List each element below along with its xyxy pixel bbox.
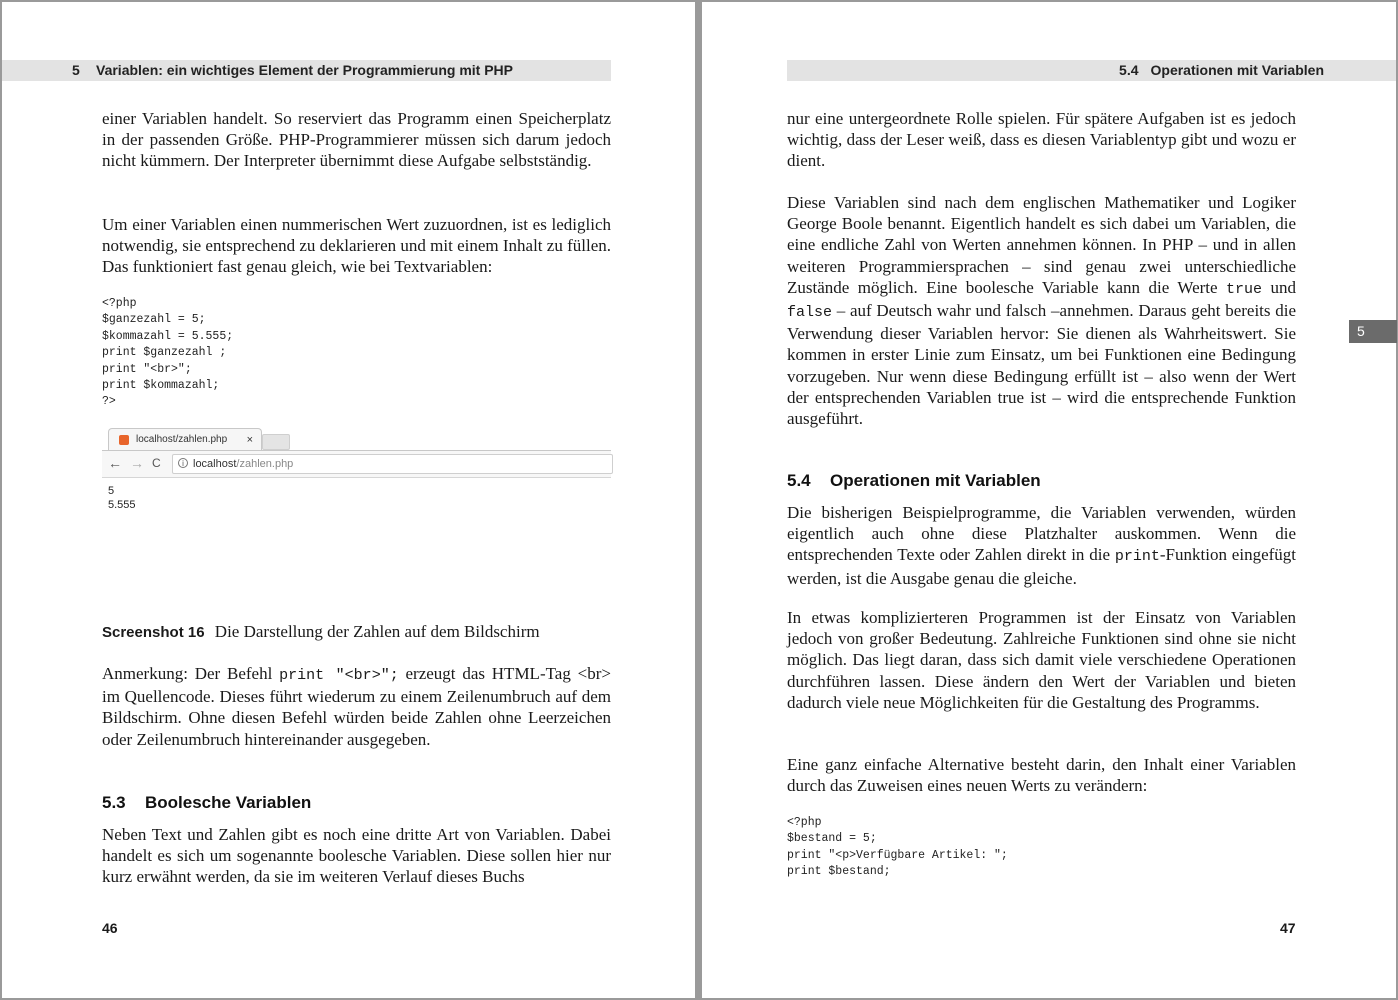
page-number: 47 bbox=[1280, 920, 1296, 936]
new-tab-icon bbox=[262, 434, 290, 450]
paragraph-text: Neben Text und Zahlen gibt es noch eine dritte Art von Variablen. Dabei handelt es sich um sogenannte boolesche Variablen. Diese sollen hier nur kurz erwähnt werden, da sie im weiteren Verlauf dieses Buchs bbox=[102, 825, 611, 887]
running-head bbox=[2, 60, 611, 81]
chapter-title: Variablen: ein wichtiges Element der Programmierung mit PHP bbox=[96, 62, 513, 78]
paragraph-text: – auf Deutsch wahr und falsch –annehmen. Daraus geht bereits die Verwendung dieser Variablen hervor: Sie dienen als Wahrheitswert. Sie kommen in erster Linie zum Einsatz, um bei Funktionen eine Bedingung vorzugeben. Nur wenn diese Bedingung erfüllt ist – also wenn der Wert der entsprechenden Variablen true ist – wird die entsprechende Funktion ausgeführt. bbox=[787, 301, 1296, 429]
browser-screenshot bbox=[102, 426, 611, 516]
page-number: 46 bbox=[102, 920, 118, 936]
inline-tag: <br> bbox=[577, 664, 611, 683]
note-text: erzeugt das HTML-Tag bbox=[398, 664, 578, 683]
chapter-thumb-tab: 5 bbox=[1349, 320, 1397, 343]
section-number: 5.3 bbox=[102, 793, 126, 812]
code-listing: <?php $ganzezahl = 5; $kommazahl = 5.555; print $ganzezahl ; print "<br>"; print $kommazahl; ?> bbox=[102, 297, 234, 409]
reload-icon: C bbox=[152, 456, 161, 470]
code-listing: <?php $bestand = 5; print "<p>Verfügbare Artikel: "; print $bestand; bbox=[787, 816, 1008, 879]
section-title: Operationen mit Variablen bbox=[830, 471, 1041, 490]
section-number: 5.4 bbox=[1119, 62, 1139, 78]
output-line: 5 bbox=[108, 485, 115, 497]
forward-arrow-icon: → bbox=[130, 455, 144, 471]
paragraph bbox=[102, 108, 611, 172]
paragraph bbox=[787, 754, 1296, 796]
paragraph bbox=[102, 214, 611, 278]
close-icon: × bbox=[246, 434, 253, 446]
section-title: Boolesche Variablen bbox=[145, 793, 312, 812]
section-heading bbox=[787, 471, 1041, 491]
note-text: Anmerkung: Der Befehl bbox=[102, 664, 280, 683]
paragraph bbox=[787, 607, 1296, 713]
section-heading bbox=[102, 793, 311, 813]
url-path: /zahlen.php bbox=[236, 458, 294, 470]
info-icon: i bbox=[178, 458, 188, 468]
inline-code: print bbox=[1114, 548, 1160, 566]
tab-title: localhost/zahlen.php bbox=[136, 434, 228, 445]
paragraph-text: In etwas komplizierteren Programmen ist der Einsatz von Variablen jedoch von großer Bedeutung. Zahlreiche Funktionen sind ohne sie nicht möglich. Das liegt daran, dass sich damit viele verschiedene Operationen durchführen lassen. Diese ändern den Wert der Variablen und bieten dadurch viele neue Möglichkeiten für die Gestaltung des Programms. bbox=[787, 608, 1296, 712]
browser-tab bbox=[108, 428, 262, 451]
paragraph-text: nur eine untergeordnete Rolle spielen. Für spätere Aufgaben ist es jedoch wichtig, dass der Leser weiß, dass es diesen Variablentyp gibt und wozu er dient. bbox=[787, 109, 1296, 171]
paragraph bbox=[102, 824, 611, 888]
right-page bbox=[702, 2, 1396, 998]
left-page bbox=[2, 2, 695, 998]
paragraph-text: und bbox=[1262, 277, 1296, 297]
paragraph-text: einer Variablen handelt. So reserviert das Programm einen Speicherplatz in der passenden Größe. PHP-Programmierer müssen sich darum jedoch nicht kümmern. Der Interpreter übernimmt diese Aufgabe selbstständig. bbox=[102, 109, 611, 171]
paragraph bbox=[787, 108, 1296, 172]
paragraph-text: Eine ganz einfache Alternative besteht darin, den Inhalt einer Variablen durch das Zuweisen eines neuen Werts zu verändern: bbox=[787, 755, 1296, 796]
figure-caption bbox=[102, 622, 540, 642]
note-paragraph bbox=[102, 663, 611, 750]
browser-toolbar bbox=[102, 450, 611, 478]
paragraph-text: Diese Variablen sind nach dem englischen Mathematiker und Logiker George Boole benannt. Eigentlich handelt es sich dabei um Variablen, die eine endliche Zahl von Werten annehmen können. In PHP – und in allen weiteren Programmiersprachen – sind genau zwei unterschiedliche Zustände möglich. Eine boolesche Variable kann die Werte bbox=[787, 193, 1296, 297]
section-number: 5.4 bbox=[787, 471, 811, 490]
paragraph-text: -Funktion eingefügt werden, ist die Ausgabe genau die gleiche. bbox=[787, 545, 1296, 588]
address-bar bbox=[172, 454, 613, 474]
favicon-icon bbox=[119, 435, 129, 445]
caption-text: Die Darstellung der Zahlen auf dem Bildschirm bbox=[214, 622, 540, 641]
paragraph bbox=[787, 192, 1296, 429]
paragraph-text: Um einer Variablen einen nummerischen Wert zuzuordnen, ist es lediglich notwendig, sie entsprechend zu deklarieren und mit einem Inhalt zu füllen. Das funktioniert fast genau gleich, wie bei Textvariablen: bbox=[102, 215, 611, 277]
address-url bbox=[193, 455, 293, 473]
inline-code: false bbox=[787, 304, 833, 322]
url-host: localhost bbox=[193, 458, 237, 470]
note-text: im Quellencode. Dieses führt wiederum zu einem Zeilenumbruch auf dem Bildschirm. Ohne diesen Befehl würden beide Zahlen ohne Leerzeichen oder Zeilenumbruch hintereinander ausgegeben. bbox=[102, 687, 611, 749]
paragraph-text: Die bisherigen Beispielprogramme, die Variablen verwenden, würden eigentlich auch ohne diese Platzhalter auskommen. Wenn die entsprechenden Texte oder Zahlen direkt in die bbox=[787, 503, 1296, 565]
inline-code: true bbox=[1226, 280, 1263, 298]
running-head bbox=[787, 60, 1396, 81]
section-title: Operationen mit Variablen bbox=[1150, 62, 1324, 78]
browser-output bbox=[108, 484, 136, 512]
caption-label: Screenshot 16 bbox=[102, 624, 205, 641]
back-arrow-icon: ← bbox=[108, 455, 122, 471]
inline-code: print "<br>"; bbox=[279, 667, 399, 684]
chapter-number: 5 bbox=[72, 62, 80, 78]
output-line: 5.555 bbox=[108, 499, 136, 511]
paragraph bbox=[787, 502, 1296, 589]
